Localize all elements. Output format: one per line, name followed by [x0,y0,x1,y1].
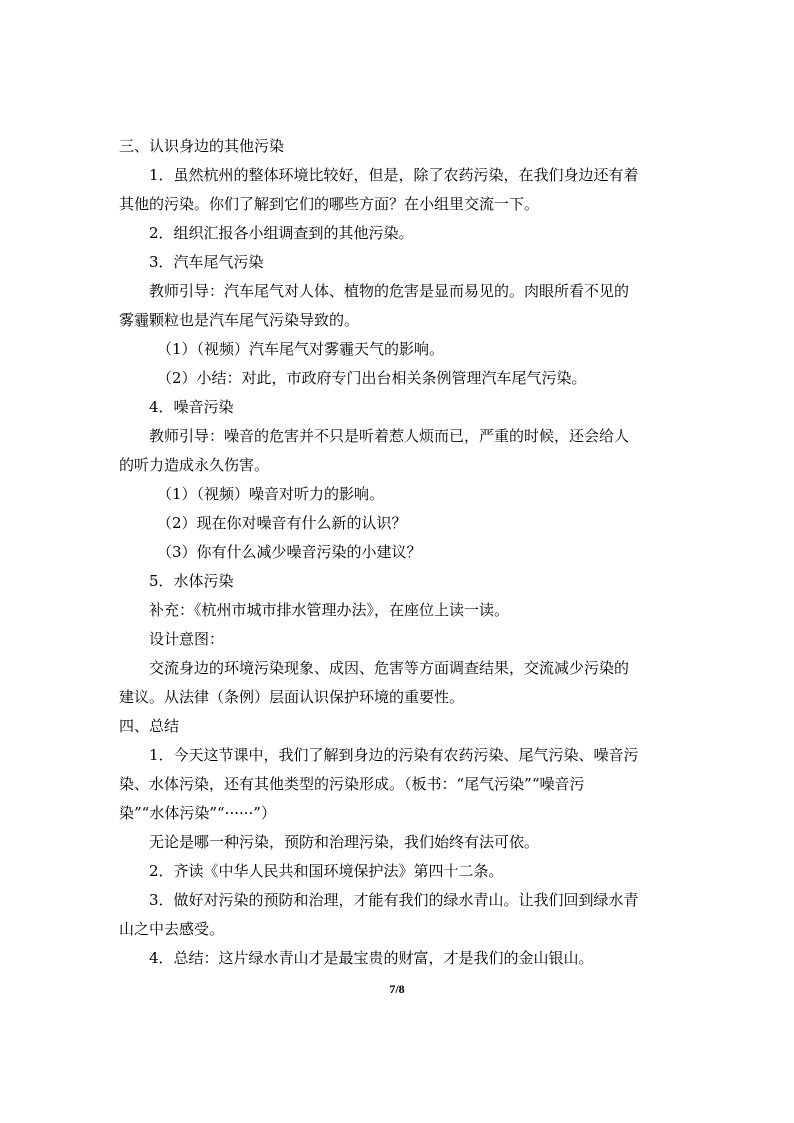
text-line: 的听力造成永久伤害。 [119,456,270,474]
text-line: 四、总结 [119,717,180,735]
text-line: 山之中去感受。 [119,920,225,938]
text-line: 染”“水体污染”“······”） [119,804,276,822]
text-line: 三、认识身边的其他污染 [119,137,285,155]
text-line: 其他的污染。你们了解到它们的哪些方面？在小组里交流一下。 [119,195,540,213]
text-line: 交流身边的环境污染现象、成因、危害等方面调查结果，交流减少污染的 [149,659,630,677]
text-line: 设计意图： [149,630,225,648]
text-line: （1）（视频）噪音对听力的影响。 [157,485,385,503]
text-line: 雾霾颗粒也是汽车尾气污染导致的。 [119,311,360,329]
text-line: 1．虽然杭州的整体环境比较好，但是，除了农药污染，在我们身边还有着 [149,166,639,184]
document-body [119,132,679,973]
text-line: 4．噪音污染 [149,398,234,416]
text-line: 3．做好对污染的预防和治理，才能有我们的绿水青山。让我们回到绿水青 [149,891,639,909]
text-line: 5．水体污染 [149,572,234,590]
text-line: （3）你有什么减少噪音污染的小建议？ [157,543,422,561]
text-line: 建议。从法律（条例）层面认识保护环境的重要性。 [119,688,465,706]
page-number: 7/8 [389,982,405,996]
text-line: （2）小结：对此，市政府专门出台相关条例管理汽车尾气污染。 [157,369,587,387]
text-line: 无论是哪一种污染，预防和治理污染，我们始终有法可依。 [149,833,540,851]
text-line: 1．今天这节课中，我们了解到身边的污染有农药污染、尾气污染、噪音污 [149,746,639,764]
text-line: 补充：《杭州市城市排水管理办法》，在座位上读一读。 [149,601,510,619]
text-line: 2．组织汇报各小组调查到的其他污染。 [149,224,414,242]
text-line: 2．齐读《中华人民共和国环境保护法》第四十二条。 [149,862,504,880]
text-line: 教师引导：噪音的危害并不只是听着惹人烦而已，严重的时候，还会给人 [149,427,630,445]
text-line: 4．总结：这片绿水青山才是最宝贵的财富，才是我们的金山银山。 [149,949,594,967]
text-line: 染、水体污染，还有其他类型的污染形成。（板书：“尾气污染”“噪音污 [119,775,585,793]
text-line: （1）（视频）汽车尾气对雾霾天气的影响。 [157,340,445,358]
text-line: （2）现在你对噪音有什么新的认识？ [157,514,407,532]
text-line: 教师引导：汽车尾气对人体、植物的危害是显而易见的。肉眼所看不见的 [149,282,630,300]
text-line: 3．汽车尾气污染 [149,253,264,271]
